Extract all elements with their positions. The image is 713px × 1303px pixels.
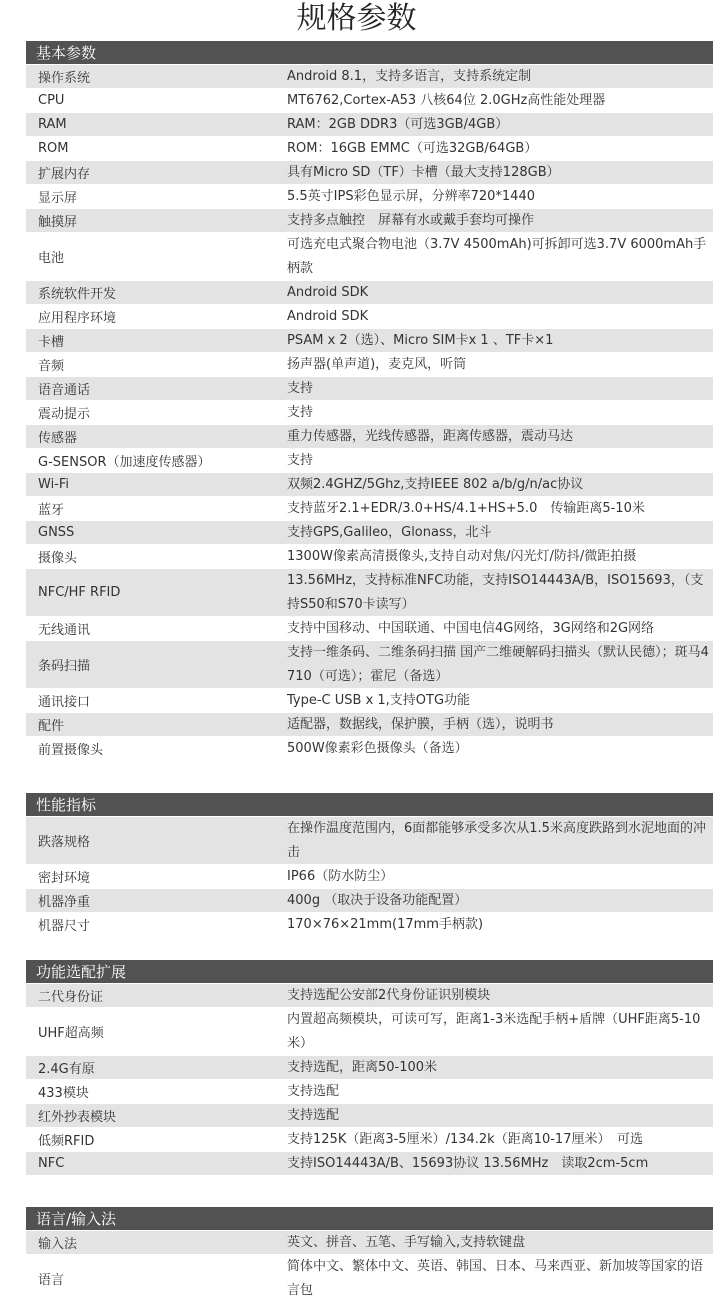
spec-label: 输入法 — [38, 1237, 78, 1252]
spec-row — [26, 449, 713, 473]
spec-value: RAM：2GB DDR3（可选3GB/4GB） — [287, 117, 509, 132]
spec-row — [26, 425, 713, 449]
spec-value: 双频2.4GHZ/5Ghz,支持IEEE 802 a/b/g/n/ac协议 — [287, 477, 584, 492]
spec-value: 支持 — [287, 405, 314, 420]
spec-value: 支持多点触控 屏幕有水或戴手套均可操作 — [287, 213, 535, 228]
spec-row — [26, 545, 713, 569]
spec-label: UHF超高频 — [38, 1026, 104, 1041]
section-heading: 基本参数 — [26, 41, 713, 65]
spec-row — [26, 1008, 713, 1056]
spec-row — [26, 305, 713, 329]
spec-row — [26, 521, 713, 545]
spec-row — [26, 185, 713, 209]
spec-label: 电池 — [38, 251, 65, 266]
section-performance — [26, 793, 713, 937]
spec-value: 简体中文、繁体中文、英语、韩国、日本、马来西亚、新加坡等国家的语言包 — [287, 1259, 704, 1298]
spec-row — [26, 689, 713, 713]
spec-label: 传感器 — [38, 431, 78, 446]
page-title: 规格参数 — [296, 1, 417, 36]
spec-row — [26, 1128, 713, 1152]
spec-value: 支持蓝牙2.1+EDR/3.0+HS/4.1+HS+5.0 传输距离5-10米 — [287, 501, 645, 516]
spec-value: 支持一维条码、二维条码扫描 国产二维硬解码扫描头（默认民德）；斑马4710（可选）；霍尼（备选） — [287, 645, 709, 684]
spec-row — [26, 1152, 713, 1176]
spec-row — [26, 737, 713, 761]
spec-row — [26, 65, 713, 89]
section-optional-extensions — [26, 960, 713, 1176]
spec-value: 13.56MHz，支持标准NFC功能，支持ISO14443A/B，ISO15693，（支持S50和S70卡读写） — [287, 573, 704, 612]
spec-value: 支持 — [287, 453, 314, 468]
spec-value: Android SDK — [287, 309, 369, 324]
spec-label: 机器尺寸 — [38, 919, 91, 934]
spec-row — [26, 984, 713, 1008]
spec-label: 机器净重 — [38, 895, 91, 910]
spec-row — [26, 353, 713, 377]
section-heading: 语言/输入法 — [26, 1207, 713, 1231]
spec-row — [26, 281, 713, 305]
spec-value: 具有Micro SD（TF）卡槽（最大支持128GB） — [287, 165, 560, 180]
spec-row — [26, 1231, 713, 1255]
spec-row — [26, 617, 713, 641]
spec-value: 500W像素彩色摄像头（备选） — [287, 741, 468, 756]
spec-label: 通讯接口 — [38, 695, 91, 710]
spec-label: 前置摄像头 — [38, 743, 104, 758]
section-heading: 性能指标 — [26, 793, 713, 817]
spec-row — [26, 209, 713, 233]
spec-label: 摄像头 — [38, 551, 78, 566]
spec-row — [26, 1080, 713, 1104]
spec-label: 蓝牙 — [38, 503, 65, 518]
spec-value: Android 8.1，支持多语言，支持系统定制 — [287, 69, 532, 84]
spec-value: 1300W像素高清摄像头,支持自动对焦/闪光灯/防抖/微距拍摄 — [287, 549, 637, 564]
spec-value: 扬声器(单声道)，麦克风，听筒 — [287, 357, 467, 372]
spec-value: IP66（防水防尘） — [287, 869, 394, 884]
spec-row — [26, 713, 713, 737]
spec-value: PSAM x 2（选）、Micro SIM卡x 1 、TF卡×1 — [287, 333, 554, 348]
spec-value: 内置超高频模块，可读可写，距离1-3米选配手柄+盾牌（UHF距离5-10米） — [287, 1012, 701, 1051]
spec-label: 无线通讯 — [38, 623, 91, 638]
spec-row — [26, 1104, 713, 1128]
spec-value: 重力传感器，光线传感器，距离传感器，震动马达 — [287, 429, 574, 444]
spec-label: NFC — [38, 1156, 65, 1171]
spec-row — [26, 113, 713, 137]
spec-value: 支持选配 — [287, 1084, 340, 1099]
spec-label: 语音通话 — [38, 383, 91, 398]
spec-label: 2.4G有原 — [38, 1062, 95, 1077]
spec-label: 操作系统 — [38, 71, 91, 86]
spec-label: 音频 — [38, 359, 65, 374]
spec-value: 支持 — [287, 381, 314, 396]
spec-value: 支持选配，距离50-100米 — [287, 1060, 438, 1075]
spec-label: G-SENSOR（加速度传感器） — [38, 455, 211, 470]
spec-row — [26, 161, 713, 185]
spec-label: 条码扫描 — [38, 659, 91, 674]
spec-label: Wi-Fi — [38, 477, 70, 492]
section-basic-params — [26, 41, 713, 761]
spec-label: 跌落规格 — [38, 835, 91, 850]
spec-value: MT6762,Cortex-A53 八核64位 2.0GHz高性能处理器 — [287, 93, 606, 108]
spec-row — [26, 817, 713, 865]
spec-label: RAM — [38, 117, 67, 132]
spec-label: 密封环境 — [38, 871, 91, 886]
spec-value: Type-C USB x 1,支持OTG功能 — [287, 693, 471, 708]
spec-row — [26, 89, 713, 113]
spec-label: ROM — [38, 141, 69, 156]
spec-row — [26, 569, 713, 617]
spec-row — [26, 913, 713, 937]
spec-row — [26, 1056, 713, 1080]
spec-value: 170×76×21mm(17mm手柄款) — [287, 917, 484, 932]
spec-label: 应用程序环境 — [38, 311, 117, 326]
spec-label: 扩展内存 — [38, 167, 91, 182]
spec-value: 支持125K（距离3-5厘米）/134.2k（距离10-17厘米） 可选 — [287, 1132, 643, 1147]
spec-value: ROM：16GB EMMC（可选32GB/64GB） — [287, 141, 538, 156]
spec-label: 显示屏 — [38, 191, 78, 206]
spec-label: 卡槽 — [38, 335, 65, 350]
spec-value: 400g （取决于设备功能配置） — [287, 893, 468, 908]
spec-label: 配件 — [38, 719, 65, 734]
spec-label: GNSS — [38, 525, 75, 540]
section-heading: 功能选配扩展 — [26, 960, 713, 984]
spec-row — [26, 377, 713, 401]
spec-value: 支持选配公安部2代身份证识别模块 — [287, 988, 491, 1003]
spec-label: 语言 — [38, 1273, 65, 1288]
spec-label: CPU — [38, 93, 65, 108]
spec-label: NFC/HF RFID — [38, 585, 121, 600]
spec-value: 支持GPS,Galileo，Glonass，北斗 — [287, 525, 492, 540]
spec-row — [26, 1255, 713, 1303]
spec-row — [26, 137, 713, 161]
spec-value: 可选充电式聚合物电池（3.7V 4500mAh)可拆卸可选3.7V 6000mAh手柄款 — [287, 237, 707, 276]
spec-label: 红外抄表模块 — [38, 1110, 117, 1125]
spec-label: 433模块 — [38, 1086, 89, 1101]
spec-row — [26, 233, 713, 281]
spec-row — [26, 889, 713, 913]
spec-value: 支持中国移动、中国联通、中国电信4G网络，3G网络和2G网络 — [287, 621, 655, 636]
spec-value: 在操作温度范围内，6面都能够承受多次从1.5米高度跌路到水泥地面的冲击 — [287, 821, 706, 860]
spec-value: 适配器，数据线，保护膜，手柄（选），说明书 — [287, 717, 554, 732]
spec-row — [26, 497, 713, 521]
spec-value: 5.5英寸IPS彩色显示屏，分辨率720*1440 — [287, 189, 535, 204]
spec-label: 二代身份证 — [38, 990, 104, 1005]
spec-label: 系统软件开发 — [38, 287, 117, 302]
spec-row — [26, 641, 713, 689]
spec-value: 支持选配 — [287, 1108, 340, 1123]
spec-row — [26, 865, 713, 889]
spec-value: 英文、拼音、五笔、手写输入,支持软键盘 — [287, 1235, 526, 1250]
spec-label: 低频RFID — [38, 1134, 95, 1149]
spec-label: 触摸屏 — [38, 215, 78, 230]
spec-row — [26, 329, 713, 353]
spec-row — [26, 401, 713, 425]
spec-label: 震动提示 — [38, 407, 91, 422]
section-language-input — [26, 1207, 713, 1303]
spec-value: 支持ISO14443A/B、15693协议 13.56MHz 读取2cm-5cm — [287, 1156, 649, 1171]
spec-row — [26, 473, 713, 497]
spec-value: Android SDK — [287, 285, 369, 300]
